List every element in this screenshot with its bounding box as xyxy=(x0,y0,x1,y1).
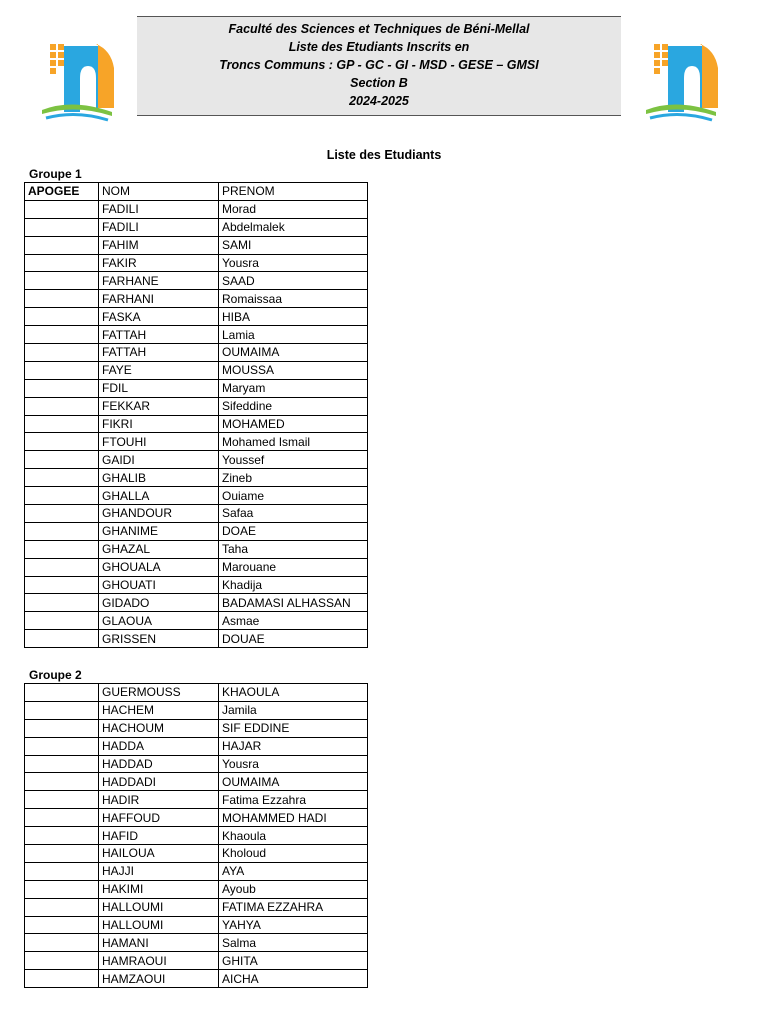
table-row xyxy=(25,737,368,755)
cell-prenom: Sifeddine xyxy=(219,397,368,415)
cell-prenom: Kholoud xyxy=(219,845,368,863)
table-row xyxy=(25,505,368,523)
cell-nom: HAFFOUD xyxy=(99,809,219,827)
cell-apogee xyxy=(25,379,99,397)
cell-nom: HAJJI xyxy=(99,862,219,880)
header-programs: Troncs Communs : GP - GC - GI - MSD - GESE – GMSI xyxy=(219,58,539,72)
cell-nom: FADILI xyxy=(99,200,219,218)
faculty-logo xyxy=(640,40,722,124)
cell-prenom: Khaoula xyxy=(219,827,368,845)
table-row xyxy=(25,379,368,397)
column-header-nom: NOM xyxy=(99,183,219,201)
cell-prenom: DOUAE xyxy=(219,630,368,648)
table-row xyxy=(25,576,368,594)
table-row xyxy=(25,558,368,576)
cell-apogee xyxy=(25,487,99,505)
cell-prenom: BADAMASI ALHASSAN xyxy=(219,594,368,612)
cell-apogee xyxy=(25,719,99,737)
cell-nom: HALLOUMI xyxy=(99,916,219,934)
cell-prenom: Salma xyxy=(219,934,368,952)
cell-apogee xyxy=(25,218,99,236)
table-row xyxy=(25,719,368,737)
cell-prenom: Fatima Ezzahra xyxy=(219,791,368,809)
cell-prenom: Asmae xyxy=(219,612,368,630)
cell-nom: FEKKAR xyxy=(99,397,219,415)
cell-nom: FDIL xyxy=(99,379,219,397)
cell-nom: GHOUATI xyxy=(99,576,219,594)
cell-nom: GIDADO xyxy=(99,594,219,612)
table-row xyxy=(25,612,368,630)
cell-apogee xyxy=(25,791,99,809)
cell-nom: GHAZAL xyxy=(99,540,219,558)
cell-apogee xyxy=(25,397,99,415)
cell-apogee xyxy=(25,344,99,362)
cell-nom: HADDADI xyxy=(99,773,219,791)
column-header-apogee: APOGEE xyxy=(25,183,99,201)
table-row xyxy=(25,594,368,612)
cell-apogee xyxy=(25,773,99,791)
cell-nom: HAKIMI xyxy=(99,880,219,898)
group-label: Groupe 1 xyxy=(29,167,82,181)
cell-prenom: OUMAIMA xyxy=(219,773,368,791)
table-row xyxy=(25,934,368,952)
cell-prenom: KHAOULA xyxy=(219,684,368,702)
cell-nom: FAHIM xyxy=(99,236,219,254)
cell-apogee xyxy=(25,576,99,594)
table-row xyxy=(25,272,368,290)
cell-apogee xyxy=(25,254,99,272)
table-row xyxy=(25,916,368,934)
cell-nom: HACHEM xyxy=(99,701,219,719)
cell-nom: FASKA xyxy=(99,308,219,326)
cell-nom: HAMANI xyxy=(99,934,219,952)
cell-apogee xyxy=(25,612,99,630)
column-header-prenom: PRENOM xyxy=(219,183,368,201)
table-row xyxy=(25,827,368,845)
cell-prenom: Zineb xyxy=(219,469,368,487)
cell-nom: HACHOUM xyxy=(99,719,219,737)
cell-apogee xyxy=(25,522,99,540)
cell-nom: HADDA xyxy=(99,737,219,755)
table-row xyxy=(25,236,368,254)
cell-nom: HAFID xyxy=(99,827,219,845)
cell-apogee xyxy=(25,594,99,612)
table-row xyxy=(25,433,368,451)
table-row xyxy=(25,809,368,827)
cell-nom: FTOUHI xyxy=(99,433,219,451)
cell-prenom: Jamila xyxy=(219,701,368,719)
cell-apogee xyxy=(25,701,99,719)
cell-nom: FATTAH xyxy=(99,326,219,344)
cell-apogee xyxy=(25,236,99,254)
cell-nom: HADDAD xyxy=(99,755,219,773)
cell-apogee xyxy=(25,684,99,702)
cell-apogee xyxy=(25,361,99,379)
cell-nom: FATTAH xyxy=(99,344,219,362)
cell-apogee xyxy=(25,326,99,344)
table-row xyxy=(25,415,368,433)
faculty-logo xyxy=(36,40,118,124)
table-row xyxy=(25,200,368,218)
table-row xyxy=(25,970,368,988)
cell-apogee xyxy=(25,755,99,773)
cell-prenom: MOHAMED xyxy=(219,415,368,433)
cell-prenom: Ayoub xyxy=(219,880,368,898)
cell-prenom: GHITA xyxy=(219,952,368,970)
cell-apogee xyxy=(25,433,99,451)
cell-nom: HADIR xyxy=(99,791,219,809)
cell-apogee xyxy=(25,916,99,934)
cell-apogee xyxy=(25,880,99,898)
cell-prenom: Youssef xyxy=(219,451,368,469)
cell-prenom: MOHAMMED HADI xyxy=(219,809,368,827)
cell-nom: HAILOUA xyxy=(99,845,219,863)
cell-prenom: FATIMA EZZAHRA xyxy=(219,898,368,916)
table-row xyxy=(25,880,368,898)
table-row xyxy=(25,701,368,719)
cell-apogee xyxy=(25,630,99,648)
table-row xyxy=(25,898,368,916)
table-row xyxy=(25,684,368,702)
table-row xyxy=(25,254,368,272)
cell-nom: FAYE xyxy=(99,361,219,379)
students-table-group-1 xyxy=(24,182,368,648)
cell-prenom: Mohamed Ismail xyxy=(219,433,368,451)
cell-apogee xyxy=(25,952,99,970)
table-header-row xyxy=(25,183,368,201)
table-row xyxy=(25,344,368,362)
cell-prenom: AYA xyxy=(219,862,368,880)
table-row xyxy=(25,791,368,809)
cell-apogee xyxy=(25,415,99,433)
cell-nom: GLAOUA xyxy=(99,612,219,630)
cell-nom: GRISSEN xyxy=(99,630,219,648)
table-row xyxy=(25,290,368,308)
cell-prenom: Yousra xyxy=(219,254,368,272)
cell-apogee xyxy=(25,898,99,916)
cell-nom: FAKIR xyxy=(99,254,219,272)
cell-apogee xyxy=(25,505,99,523)
cell-nom: GUERMOUSS xyxy=(99,684,219,702)
table-row xyxy=(25,773,368,791)
cell-prenom: Maryam xyxy=(219,379,368,397)
cell-apogee xyxy=(25,308,99,326)
cell-nom: HALLOUMI xyxy=(99,898,219,916)
table-row xyxy=(25,845,368,863)
students-table-group-2 xyxy=(24,683,368,988)
cell-prenom: Romaissaa xyxy=(219,290,368,308)
table-row xyxy=(25,451,368,469)
cell-apogee xyxy=(25,934,99,952)
cell-apogee xyxy=(25,862,99,880)
cell-prenom: Khadija xyxy=(219,576,368,594)
table-row xyxy=(25,755,368,773)
cell-nom: GHANIME xyxy=(99,522,219,540)
cell-prenom: MOUSSA xyxy=(219,361,368,379)
cell-prenom: Safaa xyxy=(219,505,368,523)
cell-prenom: OUMAIMA xyxy=(219,344,368,362)
cell-nom: GHANDOUR xyxy=(99,505,219,523)
cell-prenom: Yousra xyxy=(219,755,368,773)
cell-apogee xyxy=(25,469,99,487)
cell-apogee xyxy=(25,540,99,558)
cell-nom: HAMRAOUI xyxy=(99,952,219,970)
table-row xyxy=(25,487,368,505)
table-row xyxy=(25,326,368,344)
cell-nom: FIKRI xyxy=(99,415,219,433)
cell-apogee xyxy=(25,827,99,845)
cell-nom: GHOUALA xyxy=(99,558,219,576)
cell-prenom: Ouiame xyxy=(219,487,368,505)
cell-nom: FARHANE xyxy=(99,272,219,290)
cell-apogee xyxy=(25,809,99,827)
cell-apogee xyxy=(25,290,99,308)
table-row xyxy=(25,308,368,326)
cell-prenom: Marouane xyxy=(219,558,368,576)
document-header xyxy=(137,16,621,116)
table-row xyxy=(25,862,368,880)
cell-apogee xyxy=(25,558,99,576)
cell-apogee xyxy=(25,845,99,863)
cell-nom: GAIDI xyxy=(99,451,219,469)
cell-prenom: DOAE xyxy=(219,522,368,540)
table-row xyxy=(25,952,368,970)
header-subtitle: Liste des Etudiants Inscrits en xyxy=(288,40,470,54)
cell-prenom: SIF EDDINE xyxy=(219,719,368,737)
table-row xyxy=(25,218,368,236)
cell-prenom: Abdelmalek xyxy=(219,218,368,236)
table-row xyxy=(25,522,368,540)
list-title: Liste des Etudiants xyxy=(326,148,442,162)
table-row xyxy=(25,469,368,487)
cell-nom: GHALLA xyxy=(99,487,219,505)
cell-apogee xyxy=(25,737,99,755)
table-row xyxy=(25,630,368,648)
cell-prenom: Taha xyxy=(219,540,368,558)
cell-prenom: SAAD xyxy=(219,272,368,290)
cell-prenom: HIBA xyxy=(219,308,368,326)
cell-nom: GHALIB xyxy=(99,469,219,487)
header-year: 2024-2025 xyxy=(349,94,409,108)
cell-prenom: Morad xyxy=(219,200,368,218)
table-row xyxy=(25,397,368,415)
header-section: Section B xyxy=(350,76,408,90)
cell-apogee xyxy=(25,272,99,290)
cell-apogee xyxy=(25,970,99,988)
cell-prenom: HAJAR xyxy=(219,737,368,755)
cell-apogee xyxy=(25,451,99,469)
cell-nom: HAMZAOUI xyxy=(99,970,219,988)
cell-prenom: AICHA xyxy=(219,970,368,988)
cell-nom: FADILI xyxy=(99,218,219,236)
cell-apogee xyxy=(25,200,99,218)
faculty-name: Faculté des Sciences et Techniques de Béni-Mellal xyxy=(228,22,530,36)
cell-prenom: SAMI xyxy=(219,236,368,254)
cell-prenom: Lamia xyxy=(219,326,368,344)
table-row xyxy=(25,540,368,558)
table-row xyxy=(25,361,368,379)
cell-nom: FARHANI xyxy=(99,290,219,308)
group-label: Groupe 2 xyxy=(29,668,82,682)
cell-prenom: YAHYA xyxy=(219,916,368,934)
